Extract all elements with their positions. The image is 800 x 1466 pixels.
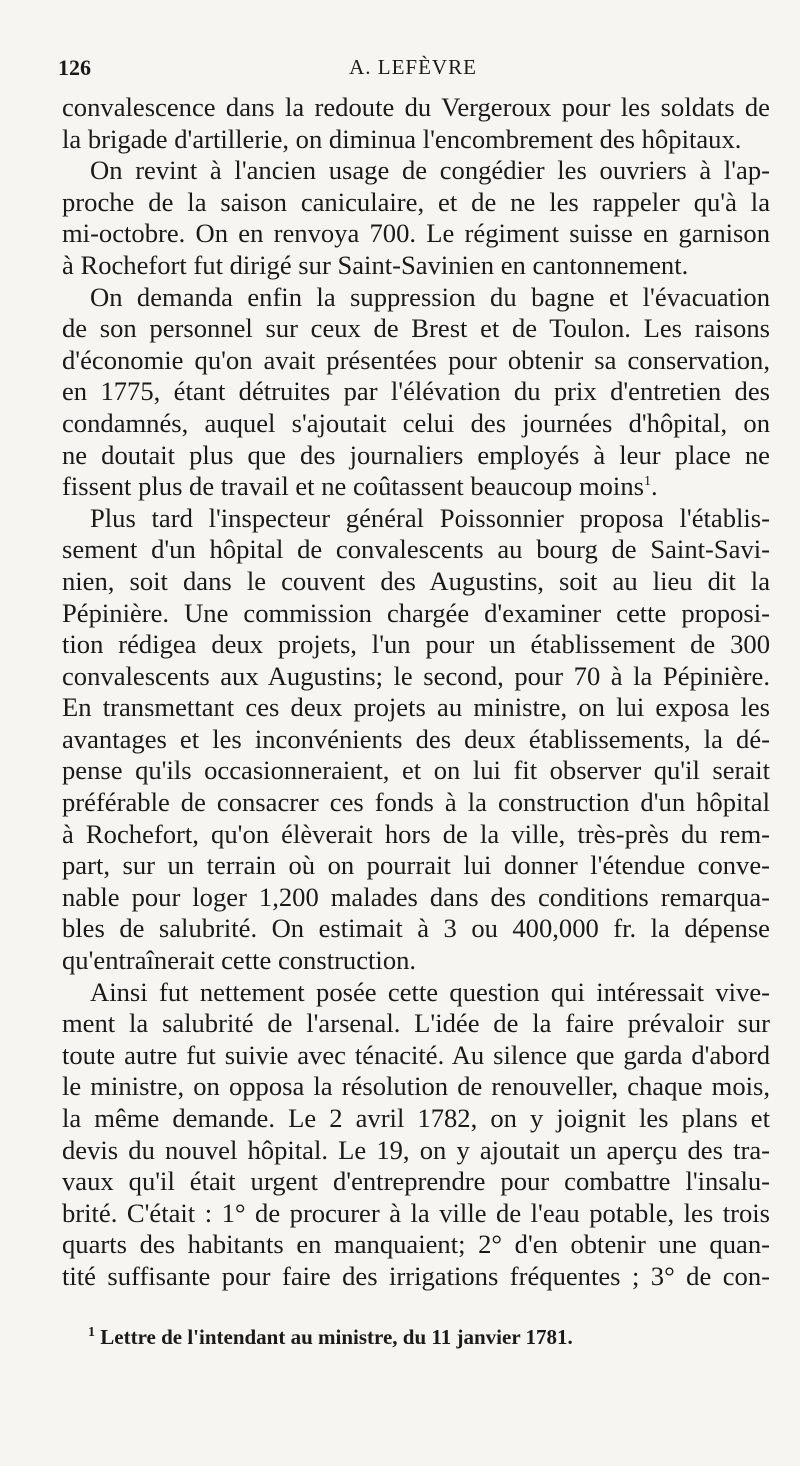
text-line: [62, 534, 770, 566]
text-line-content: préférable de consacrer ces fonds à la construction d'un hôpital: [62, 787, 770, 818]
text-line: [62, 187, 770, 219]
text-line: [62, 92, 770, 124]
text-line-content: toute autre fut suivie avec ténacité. Au silence que garda d'abord: [62, 1039, 770, 1070]
text-line: [62, 503, 770, 535]
text-line-content: avantages et les inconvénients des deux établissements, la dé-: [62, 723, 770, 754]
text-line: [62, 1008, 770, 1040]
text-line: [62, 787, 770, 819]
text-line-content: le ministre, on opposa la résolution de renouveller, chaque mois,: [62, 1071, 770, 1102]
page-number: 126: [58, 55, 91, 80]
text-line-content: Plus tard l'inspecteur général Poissonnier proposa l'établis-: [90, 502, 770, 533]
text-line: [62, 218, 770, 250]
text-line-content: Pépinière. Une commission chargée d'examiner cette proposi-: [62, 597, 770, 628]
text-line-content: la même demande. Le 2 avril 1782, on y joignit les plans et: [62, 1103, 770, 1133]
text-line-content: condamnés, auquel s'ajoutait celui des journées d'hôpital, on: [62, 407, 770, 438]
text-line-content: convalescents aux Augustins; le second, pour 70 à la Pépinière.: [62, 660, 770, 691]
text-line: [62, 882, 770, 914]
footnote-marker: 1: [88, 1325, 95, 1340]
text-line-content: ne doutait plus que des journaliers employés à leur place ne: [62, 439, 770, 470]
text-line-content: qu'entraînerait cette construction.: [62, 945, 417, 976]
footnote: [88, 1325, 748, 1350]
text-line-content: pense qu'ils occasionneraient, et on lui fit observer qu'il serait: [62, 755, 770, 786]
text-line-content: On demanda enfin la suppression du bagne et l'évacuation: [90, 281, 770, 312]
text-line-content: convalescence dans la redoute du Vergeroux pour les soldats de: [62, 92, 770, 122]
text-line: [62, 1103, 770, 1135]
text-line-content: tion rédigea deux projets, l'un pour un établissement de 300: [62, 629, 770, 660]
text-line: [62, 471, 770, 503]
text-line-content: la brigade d'artillerie, on diminua l'encombrement des hôpitaux.: [62, 123, 742, 154]
text-line: [62, 282, 770, 314]
text-line: [62, 124, 770, 156]
text-line-content: En transmettant ces deux projets au ministre, on lui exposa les: [62, 692, 770, 723]
text-line: [62, 566, 770, 598]
text-line-content: à Rochefort, qu'on élèverait hors de la ville, très-près du rem-: [62, 818, 770, 849]
text-line: [62, 913, 770, 945]
text-line: [62, 661, 770, 693]
text-line-content: part, sur un terrain où on pourrait lui donner l'étendue conve-: [62, 850, 770, 881]
footnote-reference: 1: [643, 474, 651, 490]
text-line: [62, 1198, 770, 1230]
text-line: [62, 1040, 770, 1072]
text-line-content: sement d'un hôpital de convalescents au bourg de Saint-Savi-: [62, 534, 770, 565]
text-line: [62, 850, 770, 882]
text-line: [62, 1166, 770, 1198]
text-line-content: bles de salubrité. On estimait à 3 ou 400,000 fr. la dépense: [62, 913, 770, 944]
text-line: [62, 313, 770, 345]
text-line-content: ment la salubrité de l'arsenal. L'idée de la faire prévaloir sur: [62, 1008, 770, 1039]
text-line: [62, 1071, 770, 1103]
text-line: [62, 755, 770, 787]
text-line-content: brité. C'était : 1° de procurer à la ville de l'eau potable, les trois: [62, 1197, 770, 1228]
running-head-author: A. LEFÈVRE: [349, 55, 477, 79]
text-line-content: à Rochefort fut dirigé sur Saint-Savinien en cantonnement.: [62, 249, 689, 280]
footnote-text: Lettre de l'intendant au ministre, du 11 janvier 1781.: [100, 1325, 573, 1349]
text-line-content: en 1775, étant détruites par l'élévation du prix d'entretien des: [62, 376, 770, 407]
text-line: [62, 629, 770, 661]
text-line: [62, 376, 770, 408]
text-line-content: quarts des habitants en manquaient; 2° d'en obtenir une quan-: [62, 1229, 770, 1260]
text-line-content: de son personnel sur ceux de Brest et de Toulon. Les raisons: [62, 313, 770, 344]
text-line-content: d'économie qu'on avait présentées pour obtenir sa conservation,: [62, 344, 770, 375]
text-line: [62, 724, 770, 756]
text-line: [62, 1135, 770, 1167]
text-line: [62, 345, 770, 377]
text-line: [62, 598, 770, 630]
text-line: [62, 155, 770, 187]
text-line: [62, 1229, 770, 1261]
text-line: [62, 977, 770, 1009]
text-line-content: devis du nouvel hôpital. Le 19, on y ajoutait un aperçu des tra-: [62, 1134, 770, 1165]
text-line: [62, 945, 770, 977]
text-line-content: proche de la saison caniculaire, et de ne les rappeler qu'à la: [62, 186, 770, 217]
text-line: [62, 250, 770, 282]
text-line: [62, 819, 770, 851]
body-text: [62, 92, 770, 1293]
text-line-content: Ainsi fut nettement posée cette question qui intéressait vive-: [90, 976, 770, 1007]
text-line-content: nien, soit dans le couvent des Augustins, soit au lieu dit la: [62, 565, 770, 596]
text-line: [62, 692, 770, 724]
running-head: [58, 55, 768, 85]
text-line-content: vaux qu'il était urgent d'entreprendre pour combattre l'insalu-: [62, 1166, 770, 1197]
text-line: [62, 408, 770, 440]
text-line-content: On revint à l'ancien usage de congédier les ouvriers à l'ap-: [90, 155, 770, 186]
text-line-content: nable pour loger 1,200 malades dans des conditions remarqua-: [62, 881, 770, 912]
text-line-content: fissent plus de travail et ne coûtassent beaucoup moins: [62, 471, 644, 502]
text-line-tail: .: [650, 471, 658, 502]
text-line: [62, 440, 770, 472]
text-line-content: mi-octobre. On en renvoya 700. Le régiment suisse en garnison: [62, 218, 770, 249]
text-line: [62, 1261, 770, 1293]
text-line-content: tité suffisante pour faire des irrigations fréquentes ; 3° de con-: [62, 1260, 770, 1291]
